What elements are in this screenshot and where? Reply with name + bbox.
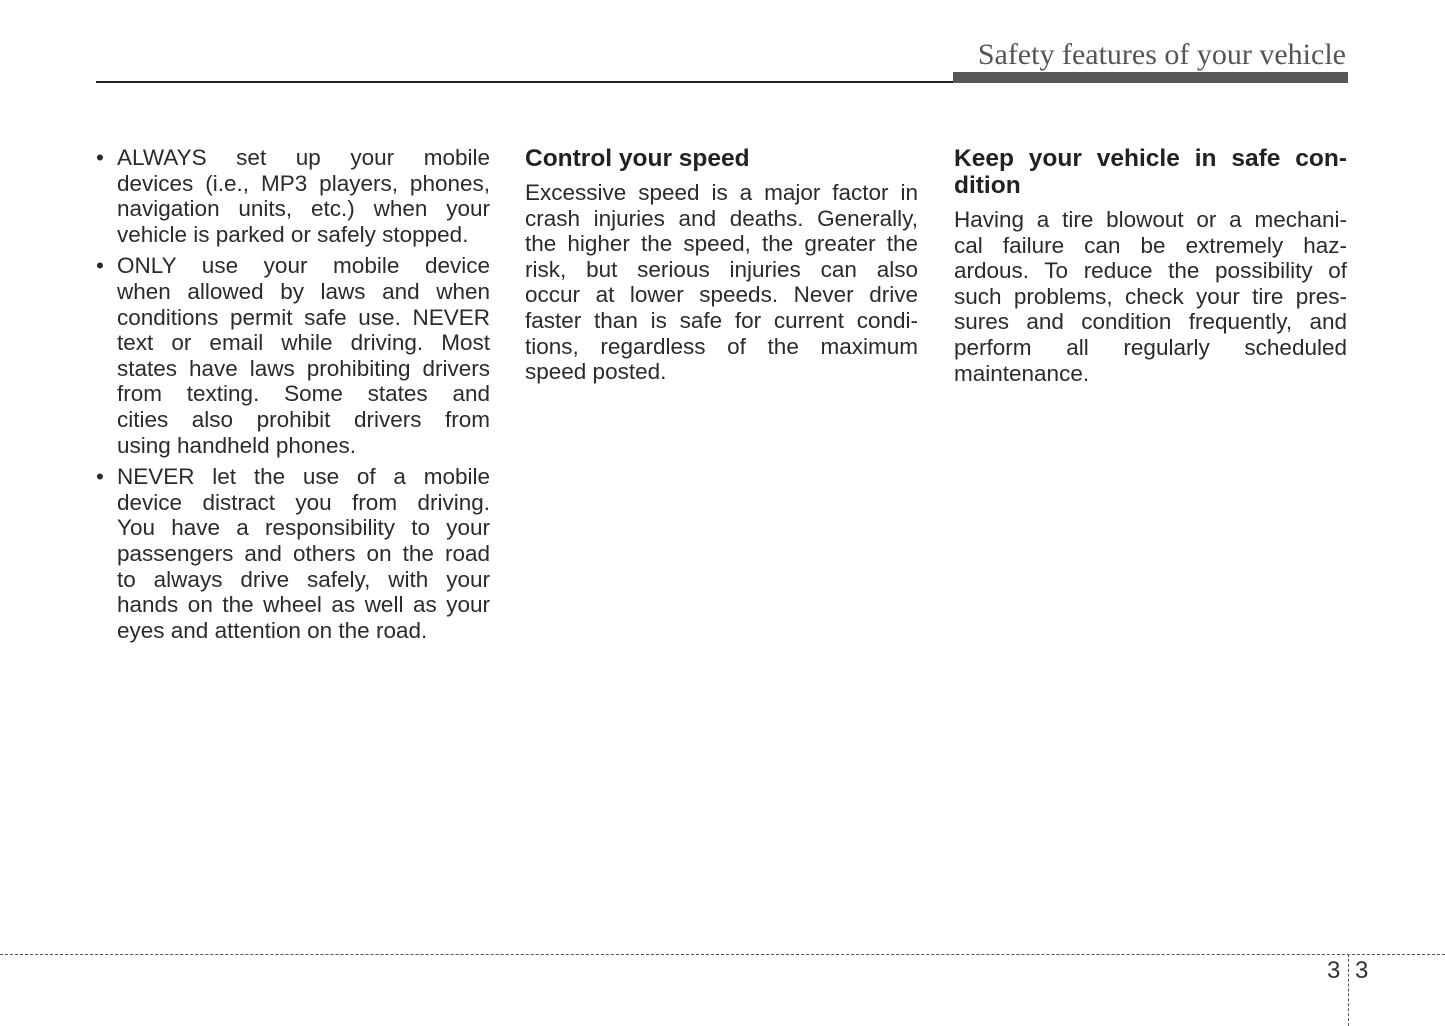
header-bar [953, 72, 1348, 83]
section-heading [954, 145, 1347, 199]
text-line: conditions permit safe use. NEVER [117, 304, 490, 330]
section-paragraph [525, 180, 918, 385]
text-line: dition [954, 172, 1021, 199]
text-line: maintenance. [954, 360, 1090, 386]
text-line: Excessive speed is a major factor in [525, 180, 918, 205]
text-line: speed posted. [525, 359, 667, 385]
text-line: Control your speed [525, 145, 750, 172]
text-line: ONLY use your mobile device [117, 253, 490, 279]
section-paragraph [954, 207, 1347, 386]
text-line: crash injuries and deaths. Generally, [525, 205, 918, 231]
text-line: risk, but serious injuries can also [525, 256, 918, 282]
text-line: ALWAYS set up your mobile [117, 145, 490, 170]
text-line: navigation units, etc.) when your [117, 196, 490, 222]
running-header: Safety features of your vehicle [977, 38, 1346, 71]
text-line: devices (i.e., MP3 players, phones, [117, 170, 490, 196]
text-line: vehicle is parked or safely stopped. [117, 221, 469, 247]
text-line: You have a responsibility to your [117, 515, 490, 541]
text-line: eyes and attention on the road. [117, 617, 428, 643]
text-line: such problems, check your tire pres- [954, 283, 1347, 309]
text-line: sures and condition frequently, and [954, 309, 1347, 335]
text-line: the higher the speed, the greater the [525, 231, 918, 257]
text-line: Having a tire blowout or a mechani- [954, 207, 1347, 232]
bullet-item [96, 253, 490, 458]
text-line: perform all regularly scheduled [954, 334, 1347, 360]
column-mobile-devices [96, 145, 490, 649]
text-line: cities also prohibit drivers from [117, 406, 490, 432]
header-rule [96, 81, 956, 83]
page-number: 3 [1355, 957, 1369, 984]
text-line: NEVER let the use of a mobile [117, 464, 490, 490]
text-line: occur at lower speeds. Never drive [525, 282, 918, 308]
text-line: states have laws prohibiting drivers [117, 355, 490, 381]
text-line: cal failure can be extremely haz- [954, 232, 1347, 258]
text-line: from texting. Some states and [117, 381, 490, 407]
text-line: to always drive safely, with your [117, 566, 490, 592]
text-line: using handheld phones. [117, 432, 356, 458]
bullet-item [96, 145, 490, 247]
chapter-number: 3 [1327, 957, 1341, 984]
text-line: device distract you from driving. [117, 489, 490, 515]
text-line: hands on the wheel as well as your [117, 592, 490, 618]
footer-divider [1348, 954, 1349, 1026]
text-line: text or email while driving. Most [117, 330, 490, 356]
footer-rule [0, 954, 1445, 955]
bullet-marker: • [96, 253, 104, 279]
text-line: Keep your vehicle in safe con- [954, 145, 1347, 172]
text-line: faster than is safe for current condi- [525, 307, 918, 333]
bullet-item [96, 464, 490, 643]
text-line: ardous. To reduce the possibility of [954, 258, 1347, 284]
text-line: tions, regardless of the maximum [525, 333, 918, 359]
text-line: passengers and others on the road [117, 540, 490, 566]
bullet-marker: • [96, 145, 104, 170]
text-line: when allowed by laws and when [117, 278, 490, 304]
bullet-marker: • [96, 464, 104, 490]
column-control-speed [525, 145, 918, 385]
section-heading [525, 145, 918, 172]
column-vehicle-condition [954, 145, 1347, 386]
